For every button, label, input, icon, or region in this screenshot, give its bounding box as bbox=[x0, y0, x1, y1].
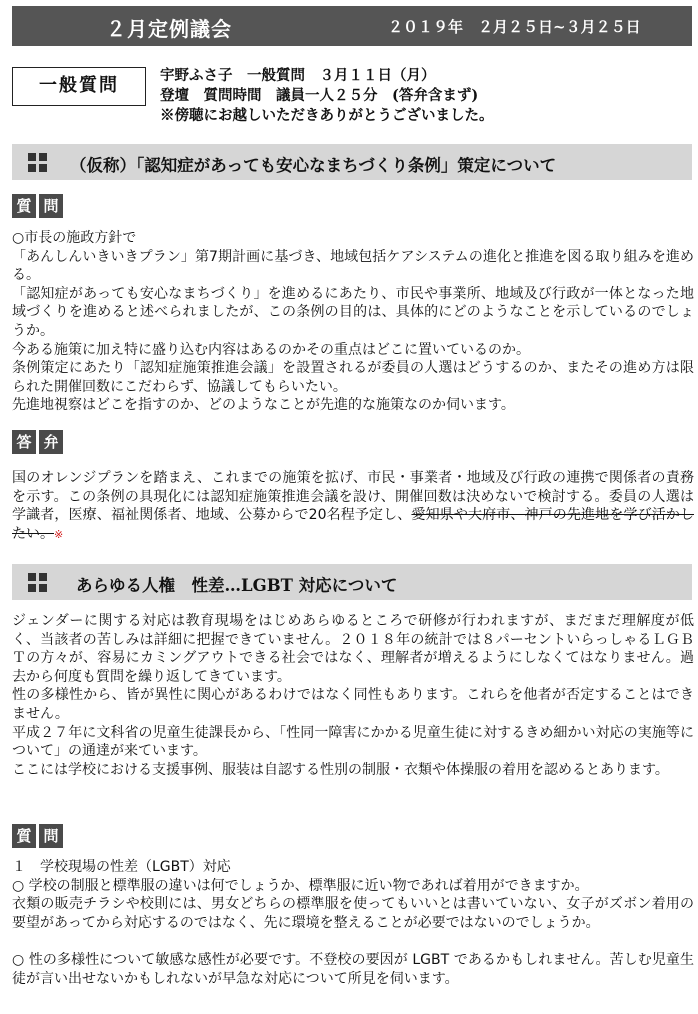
topic-2-question bbox=[12, 858, 694, 988]
question-label-char: 質 bbox=[12, 194, 36, 218]
time-line: 登壇 質問時間 議員一人２５分 (答弁含まず) bbox=[160, 87, 479, 104]
question-type-box: 一般質問 bbox=[12, 67, 146, 106]
topic-1-bar bbox=[12, 144, 692, 180]
paragraph: 「あんしんいきいきプラン」第7期計画に基づき、地域包括ケアシステムの進化と推進を図る取り組みを進める。 bbox=[12, 248, 694, 284]
answer-label bbox=[12, 430, 63, 454]
paragraph: 先進地視察はどこを指すのか、どのようなことが先進的な施策なのか伺います。 bbox=[12, 397, 515, 414]
paragraph: 性の多様性から、皆が異性に関心があるわけではなく同性もあります。これらを他者が否定することはできません。 bbox=[12, 687, 694, 722]
meeting-banner bbox=[12, 6, 692, 46]
paragraph: １ 学校現場の性差（LGBT）対応 bbox=[12, 859, 231, 875]
paragraph: ここには学校における支援事例、服装は自認する性別の制服・衣類や体操服の着用を認めるとあります。 bbox=[12, 761, 669, 778]
grid-icon bbox=[28, 573, 47, 592]
spacer bbox=[12, 932, 694, 951]
topic-2-bar bbox=[12, 564, 692, 600]
topic-2-title: あらゆる人権 性差…LGBT 対応について bbox=[76, 576, 398, 595]
speaker-line: 宇野ふさ子 一般質問 ３月１１日（月） bbox=[160, 67, 436, 84]
answer-struck-text: 愛知県や大府市、神戸の先進地を学び活かしたい。 bbox=[12, 507, 694, 542]
topic-1-answer bbox=[12, 469, 694, 544]
topic-1-question bbox=[12, 229, 694, 415]
paragraph: 「認知症があっても安心なまちづくり」を進めるにあたり、市民や事業所、地域及び行政が一体となった地域づくりを進めると述べられましたが、この条例の目的は、具体的にどのようなことを示しているのでしょうか。 bbox=[12, 285, 694, 339]
thanks-line: ※傍聴にお越しいただきありがとうございました。 bbox=[160, 107, 494, 124]
paragraph: 平成２７年に文科省の児童生徒課長から、「性同一障害にかかる児童生徒に対するきめ細かい対応の実施等について」の通達が来ています。 bbox=[12, 724, 694, 760]
paragraph: ○ 学校の制服と標準服の違いは何でしょうか、標準服に近い物であれば着用ができますか。 bbox=[12, 877, 589, 894]
paragraph bbox=[12, 469, 694, 544]
question-label bbox=[12, 824, 63, 848]
topic-1-title: （仮称）「認知症があっても安心なまちづくり条例」策定について bbox=[70, 156, 557, 175]
question-label-char: 問 bbox=[39, 194, 63, 218]
question-label-char: 問 bbox=[39, 824, 63, 848]
paragraph: ジェンダーに関する対応は教育現場をはじめあらゆるところで研修が行われますが、まだまだ理解度が低く、当該者の苦しみは詳細に把握できていません。２０１８年の統計では８パーセントいらっしゃるＬＧＢＴの方々が、容易にカミングアウトできる社会ではなく、理解者が増えるようにしなくてはなりません。過去から何度も質問を繰り返してきています。 bbox=[12, 613, 694, 685]
question-label-char: 質 bbox=[12, 824, 36, 848]
grid-icon bbox=[28, 153, 47, 172]
answer-label-char: 答 bbox=[12, 430, 36, 454]
paragraph: 衣類の販売チラシや校則には、男女どちらの標準服を使ってもいいとは書いていない、女子がズボン着用の要望があってから対応するのではなく、先に環境を整えることが必要ではないのでしょうか。 bbox=[12, 896, 694, 931]
meeting-title: ２月定例議会 bbox=[106, 17, 232, 41]
paragraph: ○市長の施政方針で bbox=[12, 230, 137, 246]
meeting-date-range: ２０１９年 ２月２５日~３月２５日 bbox=[388, 18, 641, 36]
answer-text: 国のオレンジプランを踏まえ、これまでの施策を拡げ、市民・事業者・地域及び行政の連携で関係者の責務を示す。この条例の具現化には認知症施策推進会議を設け、開催回数は決めないで検討する。委員の人選は学識者，医療、福祉関係者、地域、公募からで20名程予定し、 bbox=[12, 470, 694, 524]
revision-mark: ※ bbox=[54, 527, 64, 541]
question-label bbox=[12, 194, 63, 218]
paragraph: ○ 性の多様性について敏感な感性が必要です。不登校の要因が LGBT であるかもしれません。苦しむ児童生徒が言い出せないかもしれないが早急な対応について所見を伺います。 bbox=[12, 951, 694, 987]
topic-2-intro bbox=[12, 612, 694, 779]
paragraph: 今ある施策に加え特に盛り込む内容はあるのかその重点はどこに置いているのか。 bbox=[12, 341, 530, 358]
paragraph: 条例策定にあたり「認知症施策推進会議」を設置されるが委員の人選はどうするのか、またその進め方は限られた開催回数にこだわらず、協議してもらいたい。 bbox=[12, 360, 694, 395]
answer-label-char: 弁 bbox=[39, 430, 63, 454]
session-info bbox=[160, 66, 494, 126]
